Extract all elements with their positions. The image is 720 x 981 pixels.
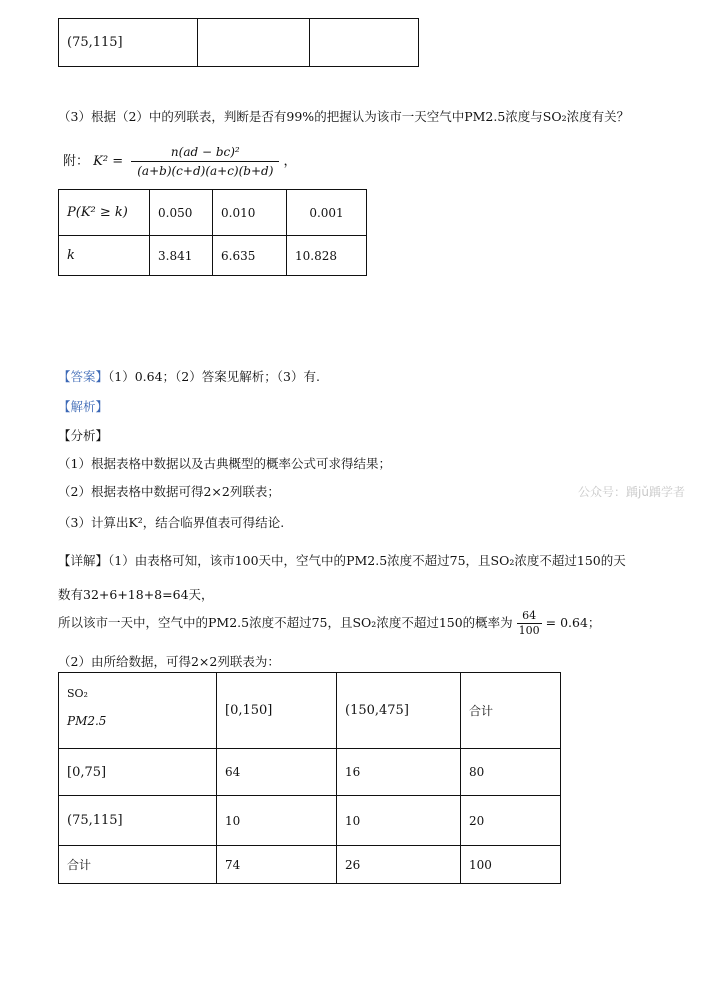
table-cell: 10 [217, 796, 337, 846]
critical-header-label: P(K² ≥ k) [59, 190, 150, 236]
top-table [58, 18, 419, 67]
column-header: [0,150] [217, 673, 337, 749]
table-cell: 26 [337, 846, 461, 884]
watermark: 公众号：踽jǔ踽学者 [578, 485, 685, 499]
probability-numerator: 64 [517, 609, 542, 624]
column-header: 合计 [461, 673, 561, 749]
critical-k-value: 3.841 [150, 236, 213, 276]
critical-k-value: 6.635 [213, 236, 287, 276]
formula-numerator: n(ad − bc)² [131, 143, 279, 162]
table-cell: 10 [337, 796, 461, 846]
critical-value-table [58, 189, 367, 276]
column-header: (150,475] [337, 673, 461, 749]
fenxi-tag: 【分析】 [58, 428, 109, 443]
detail-line-2: 数有32+6+18+8=64天， [58, 587, 214, 602]
formula-prefix: 附： [63, 154, 90, 169]
answer-line [58, 367, 320, 385]
critical-probability: 0.001 [287, 190, 367, 236]
detail-line-3-text: 所以该市一天中，空气中的PM2.5浓度不超过75，且SO₂浓度不超过150的概率为 [58, 615, 513, 630]
table-cell: 20 [461, 796, 561, 846]
corner-top-label: SO₂ [67, 687, 88, 700]
formula [63, 143, 297, 180]
answer-tag: 【答案】 [58, 369, 109, 384]
formula-denominator: (a+b)(c+d)(a+c)(b+d) [137, 164, 274, 178]
detail-line-1: 【详解】（1）由表格可知，该市100天中，空气中的PM2.5浓度不超过75，且SO₂浓度不超过150的天 [58, 553, 626, 568]
critical-probability: 0.050 [150, 190, 213, 236]
table-cell: 16 [337, 749, 461, 796]
contingency-table [58, 672, 561, 884]
table-cell: 80 [461, 749, 561, 796]
contingency-corner [59, 673, 217, 749]
table-cell: 100 [461, 846, 561, 884]
critical-probability: 0.010 [213, 190, 287, 236]
table-cell: 74 [217, 846, 337, 884]
corner-bottom-label: PM2.5 [67, 714, 107, 728]
row-label: (75,115] [59, 796, 217, 846]
analysis-line: （2）根据表格中数据可得2×2列联表； [58, 484, 280, 499]
detail-line-3 [58, 609, 600, 638]
question-3: （3）根据（2）中的列联表，判断是否有99%的把握认为该市一天空气中PM2.5浓度与SO₂浓度有关？ [58, 109, 630, 124]
detail-line-3-result: = 0.64； [545, 615, 601, 630]
probability-fraction [517, 609, 542, 638]
critical-k-label: k [59, 236, 150, 276]
row-label: [0,75] [59, 749, 217, 796]
analysis-line: （1）根据表格中数据以及古典概型的概率公式可求得结果； [58, 456, 391, 471]
detail-line-4: （2）由所给数据，可得2×2列联表为： [58, 654, 280, 669]
formula-suffix: ， [283, 154, 297, 169]
formula-lhs: K² = [93, 154, 124, 169]
top-table-cell [198, 19, 310, 67]
answer-text: （1）0.64；（2）答案见解析；（3）有. [108, 369, 320, 384]
table-cell: 64 [217, 749, 337, 796]
row-label: 合计 [59, 846, 217, 884]
critical-k-value: 10.828 [287, 236, 367, 276]
probability-denominator: 100 [518, 624, 540, 637]
analysis-line: （3）计算出K²，结合临界值表可得结论. [58, 515, 285, 530]
top-table-cell [310, 19, 419, 67]
formula-fraction [131, 143, 279, 180]
analysis-tag: 【解析】 [58, 399, 109, 414]
top-table-row-label: (75,115] [59, 19, 198, 67]
